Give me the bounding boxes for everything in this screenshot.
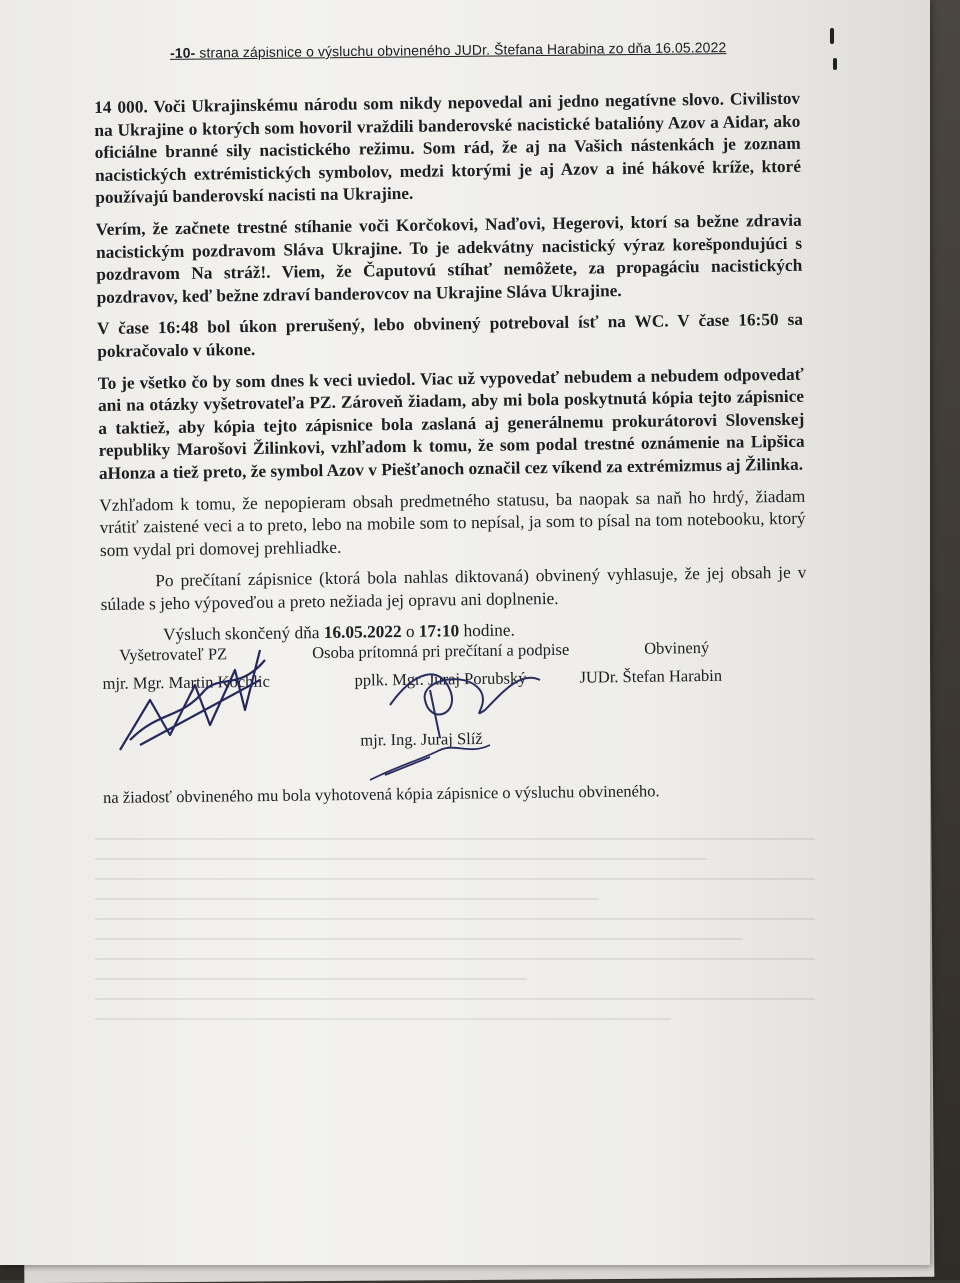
second-officer-signature	[360, 735, 520, 785]
accused-name: JUDr. Štefan Harabin	[579, 665, 723, 687]
paragraph-interruption: V čase 16:48 bol úkon prerušený, lebo obvinený potreboval ísť na WC. V čase 16:50 sa pokračovalo v úkone.	[96, 310, 804, 361]
page-header	[170, 39, 730, 61]
document-body	[94, 88, 807, 657]
investigator-name: mjr. Mgr. Martin Kochlic	[102, 671, 270, 693]
page-number: -10-	[169, 44, 196, 61]
investigator-signature	[110, 640, 300, 760]
end-date: 16.05.2022	[323, 622, 402, 643]
end-suffix: hodine.	[459, 621, 515, 641]
present-person-role: Osoba prítomná pri prečítaní a podpise	[312, 639, 570, 663]
header-title: strana zápisnice o výsluchu obvineného JUDr. Štefana Harabina zo dňa 16.05.2022	[195, 39, 727, 61]
present-person-name: pplk. Mgr. Juraj Porubský	[354, 668, 527, 690]
show-through-text	[95, 820, 815, 1240]
investigator-role: Vyšetrovateľ PZ	[119, 644, 228, 665]
paragraph-statement: 14 000. Voči Ukrajinskému národu som nikdy nepovedal ani jedno negatívne slovo. Civilistov na Ukrajine o ktorých som hovoril vraždili banderovské nacistické bataliόny Azov a Aidar, ako oficiálne branné sily nacistického režimu. Som rád, že aj na Vašich nástenkách je zoznam nacistických extrémistických symbolov, medzi ktorými je aj Azov a iné hákové kríže, ktoré používajú banderovskí nacisti na Ukrajine.	[94, 88, 802, 208]
end-time: 17:10	[418, 621, 460, 642]
present-person-name-2: mjr. Ing. Juraj Slíž	[360, 728, 483, 750]
paragraph-return-items: Vzhľadom k tomu, že nepopieram obsah predmetného statusu, ba naopak sa naň ho hrdý, žiadam vrátiť zaistené veci a to preto, lebo na mobile som to nepísal, ja som to písal na tom notebooku, ktorý som vydal pri domovej prehliadke.	[99, 486, 806, 560]
edge-mark	[830, 28, 834, 44]
accused-role: Obvinený	[644, 637, 710, 658]
edge-mark	[833, 58, 837, 70]
end-prefix: Výsluch skončený dňa	[162, 623, 324, 645]
paragraph-reading-statement: Po prečítaní zápisnice (ktorá bola nahlas diktovaná) obvinený vyhlasuje, že jej obsah je v súlade s jeho výpoveďou a preto nežiada jej opravu ani doplnenie.	[100, 562, 807, 614]
end-mid: o	[401, 622, 419, 642]
copy-issued-note: na žiadosť obvineného mu bola vyhotovená kópia zápisnice o výsluchu obvineného.	[103, 781, 660, 807]
paragraph-requests: To je všetko čo by som dnes k veci uviedol. Viac už vypovedať nebudem a nebudem odpovedať ani na otázky vyšetrovateľa PZ. Zároveň žiadam, aby mi bola poskytnutá kópia tejto zápisnice a taktiež, aby kópia tejto zápisnice bola zaslaná aj generálnemu prokurátorovi Slovenskej republiky Marošovi Žilinkovi, vzhľadom k tomu, že som podal trestné oznámenie na Lipšica aHonza a tiež preto, že symbol Azov v Piešťanoch označil cez víkend za extrémizmus aj Žilinka.	[97, 364, 805, 483]
paragraph-prosecution: Verím, že začnete trestné stíhanie voči Korčokovi, Naďovi, Hegerovi, ktorí sa bežne zdravia nacistickým pozdravom Sláva Ukrajine. To je adekvátny nacistický výraz korešpondujúci s pozdravom Na stráž!. Viem, že Čaputovú stíhať nemôžete, za propagáciu nacistických pozdravov, keď bežne zdraví banderovcov na Ukrajine Sláva Ukrajine.	[95, 210, 803, 307]
present-person-signature	[370, 650, 570, 740]
